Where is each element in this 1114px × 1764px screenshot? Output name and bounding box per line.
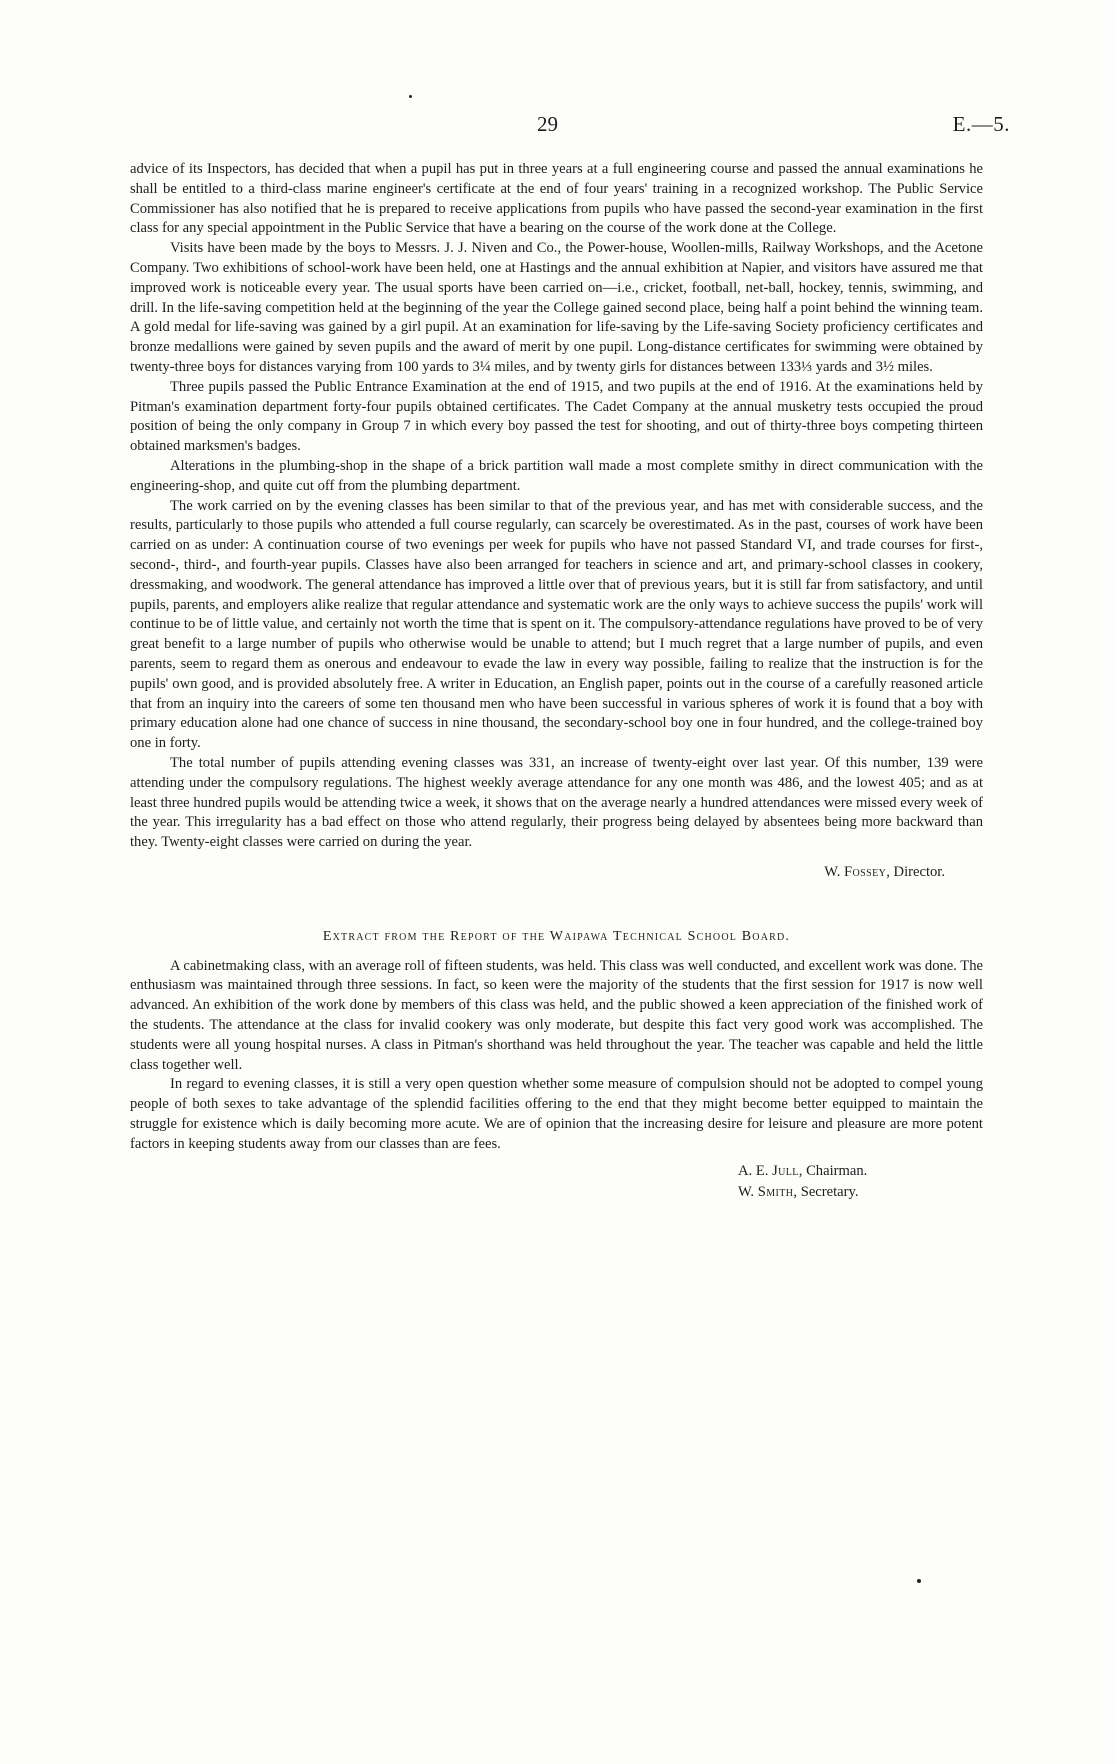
paragraph: Visits have been made by the boys to Messrs. J. J. Niven and Co., the Power-house, Woollen-mills, Railway Workshops, and the Acetone Company. Two exhibitions of school-work have been held, one at Hastings and the annual exhibition at Napier, and visitors have assured me that improved work is noticeable every year. The usual sports have been carried on—i.e., cricket, football, net-ball, hockey, tennis, swimming, and drill. In the life-saving competition held at the beginning of the year the College gained second place, being half a point behind the winning team. A gold medal for life-saving was gained by a girl pupil. At an examination for life-saving by the Life-saving Society proficiency certificates and bronze medallions were gained by seven pupils and the award of merit by one pupil. Long-distance certificates for swimming were obtained by twenty-three boys for distances varying from 100 yards to 3¼ miles, and by twenty girls for distances between 133⅓ yards and 3½ miles. bbox=[130, 240, 983, 375]
secretary-signature: W. Smith, Secretary. bbox=[738, 1183, 859, 1200]
page-number: 29 bbox=[537, 112, 558, 136]
paragraph: advice of its Inspectors, has decided that when a pupil has put in three years at a full engineering course and passed the annual examinations he shall be entitled to a third-class marine engineer's certificate at the end of four years' training in a recognized workshop. The Public Service Commissioner has also notified that he is prepared to receive applications from pupils who have passed the second-year examination in the first class for any special appointment in the Public Service that have a bearing on the course of the work done at the College. bbox=[130, 161, 983, 237]
report-body bbox=[130, 160, 983, 1203]
document-reference: E.—5. bbox=[952, 112, 1010, 136]
paragraph: A cabinetmaking class, with an average roll of fifteen students, was held. This class was well conducted, and excellent work was done. The enthusiasm was maintained through three sessions. In fact, so keen were the majority of the students that the first session for 1917 is now well advanced. An exhibition of the work done by members of this class was held, and the public showed a keen appreciation of the finished work of the students. The attendance at the class for invalid cookery was only moderate, but despite this fact very good work was accomplished. The students were all young hospital nurses. A class in Pitman's shorthand was held throughout the year. The teacher was capable and held the little class together well. bbox=[130, 957, 983, 1073]
director-signature: W. Fossey, Director. bbox=[824, 863, 945, 880]
paragraph: In regard to evening classes, it is still a very open question whether some measure of compulsion should not be adopted to compel young people of both sexes to take advantage of the splendid facilities offering to the end that they might become better equipped to maintain the struggle for existence which is daily becoming more acute. We are of opinion that the increasing desire for leisure and pleasure are more potent factors in keeping students away from our classes than are fees. bbox=[130, 1076, 983, 1152]
paragraph: The total number of pupils attending evening classes was 331, an increase of twenty-eight over last year. Of this number, 139 were attending under the compulsory regulations. The highest weekly average attendance for any one month was 486, and the lowest 405; and as at least three hundred pupils would be attending twice a week, it shows that on the average nearly a hundred attendances were missed every week of the year. This irregularity has a bad effect on those who attend regularly, their progress being delayed by absentees being more backward than they. Twenty-eight classes were carried on during the year. bbox=[130, 754, 983, 851]
section-title: Extract from the Report of the Waipawa Technical School Board. bbox=[322, 928, 791, 944]
board-signatures bbox=[130, 1161, 983, 1203]
page-header bbox=[0, 112, 1114, 142]
chairman-signature: A. E. Jull, Chairman. bbox=[738, 1162, 868, 1179]
paragraph: Three pupils passed the Public Entrance Examination at the end of 1915, and two pupils at the end of 1916. At the examinations held by Pitman's examination department forty-four pupils obtained certificates. The Cadet Company at the annual musketry tests occupied the proud position of being the only company in Group 7 in which every boy passed the test for shooting, and out of thirty-three boys competing thirteen obtained marksmen's badges. bbox=[130, 378, 983, 455]
page-mark bbox=[409, 95, 412, 98]
paragraph: The work carried on by the evening classes has been similar to that of the previous year, and has met with considerable success, and the results, particularly to those pupils who attended a full course regularly, can scarcely be overestimated. As in the past, courses of work have been carried on as under: A continuation course of two evenings per week for pupils who have not passed Standard VI, and trade courses for first-, second-, third-, and fourth-year pupils. Classes have also been arranged for teachers in science and art, and primary-school classes in cookery, dressmaking, and woodwork. The general attendance has improved a little over that of previous years, but it is still far from satisfactory, and until pupils, parents, and employers alike realize that regular attendance and systematic work are the only ways to achieve success the pupils' work will continue to be of little value, and certainly not worth the time that is spent on it. The compulsory-attendance regulations have proved to be of very great benefit to a large number of pupils who otherwise would be unable to attend; but I much regret that a large number of pupils, and even parents, seem to regard them as onerous and endeavour to evade the law in every way possible, failing to realize that the instruction is for the pupils' own good, and is provided absolutely free. A writer in Education, an English paper, points out in the course of a carefully reasoned article that from an inquiry into the careers of some ten thousand men who have been successful in various spheres of work it is found that a boy with primary education alone had one chance of success in nine thousand, the secondary-school boy one in four hundred, and the college-trained boy one in forty. bbox=[130, 497, 983, 752]
paragraph: Alterations in the plumbing-shop in the shape of a brick partition wall made a most complete smithy in direct communication with the engineering-shop, and quite cut off from the plumbing department. bbox=[130, 457, 983, 494]
page-mark bbox=[917, 1579, 921, 1583]
